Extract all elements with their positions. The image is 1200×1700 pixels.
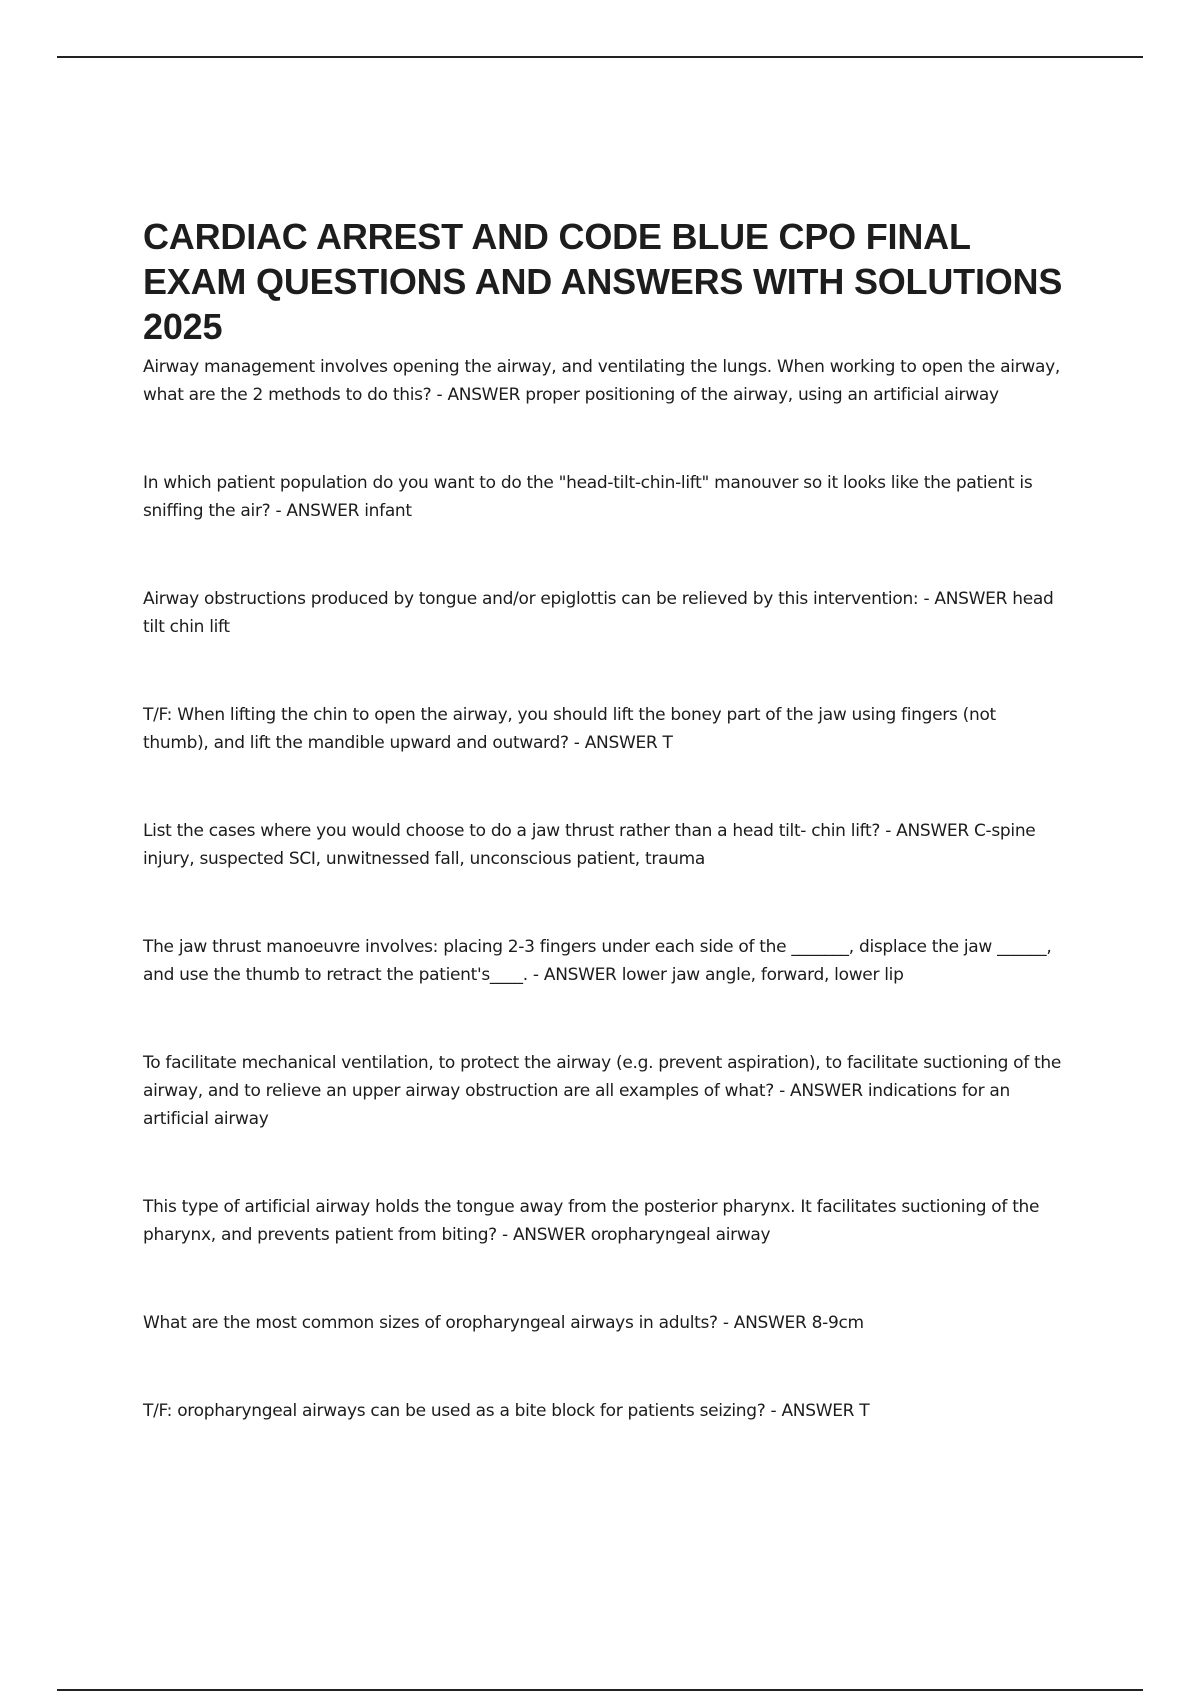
answer-separator: - ANSWER: [270, 501, 365, 521]
answer-separator: - ANSWER: [527, 965, 622, 985]
answer-text: indications for an artificial airway: [143, 1081, 1010, 1129]
answer-separator: - ANSWER: [717, 1313, 812, 1333]
answer-separator: - ANSWER: [431, 385, 526, 405]
question-text: This type of artificial airway holds the tongue away from the posterior pharynx. It facilitates suctioning of the pharynx, and prevents patient from biting?: [143, 1197, 1040, 1245]
qa-item: [143, 1049, 1063, 1133]
qa-item: [143, 1309, 1063, 1337]
answer-text: infant: [364, 501, 412, 521]
qa-item: [143, 817, 1063, 873]
answer-separator: - ANSWER: [765, 1401, 860, 1421]
qa-item: [143, 353, 1063, 409]
question-text: The jaw thrust manoeuvre involves: placing 2-3 fingers under each side of the _______, displace the jaw ______, and use the thumb to retract the patient's____.: [143, 937, 1052, 985]
question-text: Airway management involves opening the airway, and ventilating the lungs. When working to open the airway, what are the 2 methods to do this?: [143, 357, 1060, 405]
qa-item: [143, 701, 1063, 757]
answer-separator: - ANSWER: [496, 1225, 591, 1245]
qa-item: [143, 585, 1063, 641]
answer-text: T: [662, 733, 673, 753]
qa-item: [143, 1193, 1063, 1249]
footer-rule: [57, 1689, 1143, 1691]
answer-separator: - ANSWER: [773, 1081, 868, 1101]
question-text: What are the most common sizes of oropharyngeal airways in adults?: [143, 1313, 718, 1333]
qa-item: [143, 933, 1063, 989]
question-text: Airway obstructions produced by tongue and/or epiglottis can be relieved by this intervention:: [143, 589, 919, 609]
answer-text: oropharyngeal airway: [590, 1225, 771, 1245]
header-rule: [57, 56, 1143, 58]
answer-text: T: [859, 1401, 870, 1421]
answer-separator: - ANSWER: [880, 821, 974, 841]
document-title: CARDIAC ARREST AND CODE BLUE CPO FINAL EXAM QUESTIONS AND ANSWERS WITH SOLUTIONS 2025: [143, 216, 1063, 347]
question-text: In which patient population do you want to do the "head-tilt-chin-lift" manouver so it looks like the patient is sniffing the air?: [143, 473, 1033, 521]
question-text: List the cases where you would choose to do a jaw thrust rather than a head tilt- chin lift?: [143, 821, 881, 841]
question-text: T/F: When lifting the chin to open the airway, you should lift the boney part of the jaw using fingers (not thumb), and lift the mandible upward and outward?: [143, 705, 996, 753]
answer-text: C-spine injury, suspected SCI, unwitnessed fall, unconscious patient, trauma: [143, 821, 1036, 869]
document-body: [143, 214, 1063, 1485]
answer-text: head tilt chin lift: [143, 589, 1054, 637]
qa-list: [143, 353, 1063, 1425]
answer-separator: - ANSWER: [568, 733, 663, 753]
answer-text: lower jaw angle, forward, lower lip: [621, 965, 904, 985]
question-text: To facilitate mechanical ventilation, to protect the airway (e.g. prevent aspiration), to facilitate suctioning of the airway, and to relieve an upper airway obstruction are all examples of what?: [143, 1053, 1062, 1101]
answer-text: 8-9cm: [811, 1313, 864, 1333]
question-text: T/F: oropharyngeal airways can be used as a bite block for patients seizing?: [143, 1401, 766, 1421]
qa-item: [143, 1397, 1063, 1425]
qa-item: [143, 469, 1063, 525]
answer-text: proper positioning of the airway, using an artificial airway: [525, 385, 999, 405]
answer-separator: - ANSWER: [918, 589, 1013, 609]
